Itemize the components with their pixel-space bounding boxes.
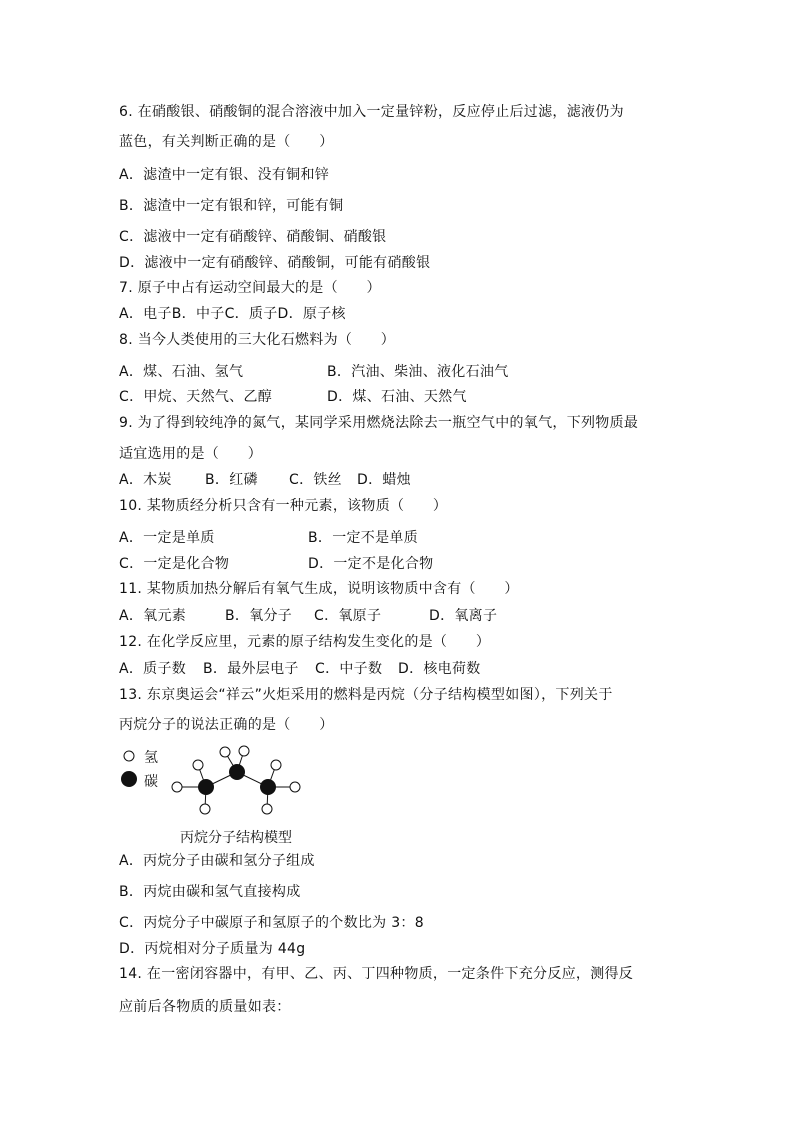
q9-option-a: A．木炭 — [119, 472, 172, 488]
q9-stem-line1: 9. 为了得到较纯净的氮气，某同学采用燃烧法除去一瓶空气中的氧气，下列物质最 — [119, 415, 639, 431]
q12-option-c: C．中子数 — [315, 661, 383, 677]
q7-options: A．电子B．中子C．质子D．原子核 — [119, 306, 346, 322]
q10-option-d: D．一定不是化合物 — [308, 556, 434, 572]
q10-option-c: C．一定是化合物 — [119, 556, 230, 572]
q11-option-b: B．氧分子 — [225, 608, 293, 624]
q12-option-a: A．质子数 — [119, 661, 187, 677]
q13-option-b: B．丙烷由碳和氢气直接构成 — [119, 884, 301, 900]
hydrogen-atom — [262, 804, 272, 814]
hydrogen-atom — [271, 760, 281, 770]
q8-stem: 8. 当今人类使用的三大化石燃料为（ ） — [119, 332, 396, 348]
legend-hydrogen-symbol — [124, 751, 134, 761]
q14-stem-line2: 应前后各物质的质量如表： — [119, 999, 291, 1015]
q8-option-d: D．煤、石油、天然气 — [327, 389, 467, 405]
q13-option-d: D．丙烷相对分子质量为 44g — [119, 941, 306, 957]
q11-option-c: C．氧原子 — [314, 608, 382, 624]
q8-option-a: A．煤、石油、氢气 — [119, 364, 244, 380]
legend-hydrogen-label: 氢 — [144, 750, 158, 766]
q6-stem-line1: 6. 在硝酸银、硝酸铜的混合溶液中加入一定量锌粉，反应停止后过滤，滤液仍为 — [119, 104, 624, 120]
carbon-atom — [229, 764, 245, 780]
q6-option-b: B．滤渣中一定有银和锌，可能有铜 — [119, 198, 344, 214]
q12-option-b: B．最外层电子 — [203, 661, 299, 677]
q6-option-c: C．滤液中一定有硝酸锌、硝酸铜、硝酸银 — [119, 229, 387, 245]
q9-option-c: C．铁丝 — [289, 472, 342, 488]
q13-stem-line2: 丙烷分子的说法正确的是（ ） — [119, 717, 334, 733]
q9-option-b: B．红磷 — [205, 472, 258, 488]
q12-stem: 12. 在化学反应里，元素的原子结构发生变化的是（ ） — [119, 634, 491, 650]
q11-option-a: A．氧元素 — [119, 608, 187, 624]
q7-stem: 7. 原子中占有运动空间最大的是（ ） — [119, 280, 381, 296]
q11-option-d: D．氧离子 — [429, 608, 498, 624]
q13-option-a: A．丙烷分子由碳和氢分子组成 — [119, 853, 315, 869]
hydrogen-atom — [193, 760, 203, 770]
q8-option-b: B．汽油、柴油、液化石油气 — [327, 364, 509, 380]
hydrogen-atom — [290, 782, 300, 792]
q10-stem: 10. 某物质经分析只含有一种元素，该物质（ ） — [119, 498, 448, 514]
carbon-atom — [198, 779, 214, 795]
legend-carbon-label: 碳 — [144, 774, 158, 790]
figure-caption: 丙烷分子结构模型 — [180, 830, 292, 846]
q10-option-a: A．一定是单质 — [119, 530, 215, 546]
q8-option-c: C．甲烷、天然气、乙醇 — [119, 389, 273, 405]
hydrogen-atom — [200, 804, 210, 814]
q14-stem-line1: 14. 在一密闭容器中，有甲、乙、丙、丁四种物质，一定条件下充分反应，测得反 — [119, 966, 634, 982]
q9-option-d: D．蜡烛 — [357, 472, 411, 488]
q12-option-d: D．核电荷数 — [398, 661, 481, 677]
q6-stem-line2: 蓝色，有关判断正确的是（ ） — [119, 134, 334, 150]
q6-option-d: D．滤液中一定有硝酸锌、硝酸铜，可能有硝酸银 — [119, 255, 431, 271]
legend-carbon-symbol — [121, 771, 137, 787]
q6-option-a: A．滤渣中一定有银、没有铜和锌 — [119, 167, 330, 183]
hydrogen-atom — [220, 747, 230, 757]
q13-option-c: C．丙烷分子中碳原子和氢原子的个数比为 3：8 — [119, 915, 424, 931]
hydrogen-atom — [239, 746, 249, 756]
q13-stem-line1: 13. 东京奥运会“祥云”火炬采用的燃料是丙烷（分子结构模型如图），下列关于 — [119, 687, 613, 703]
q9-stem-line2: 适宜选用的是（ ） — [119, 446, 262, 462]
q10-option-b: B．一定不是单质 — [308, 530, 419, 546]
hydrogen-atom — [172, 782, 182, 792]
carbon-atom — [260, 779, 276, 795]
q11-stem: 11. 某物质加热分解后有氧气生成，说明该物质中含有（ ） — [119, 581, 519, 597]
